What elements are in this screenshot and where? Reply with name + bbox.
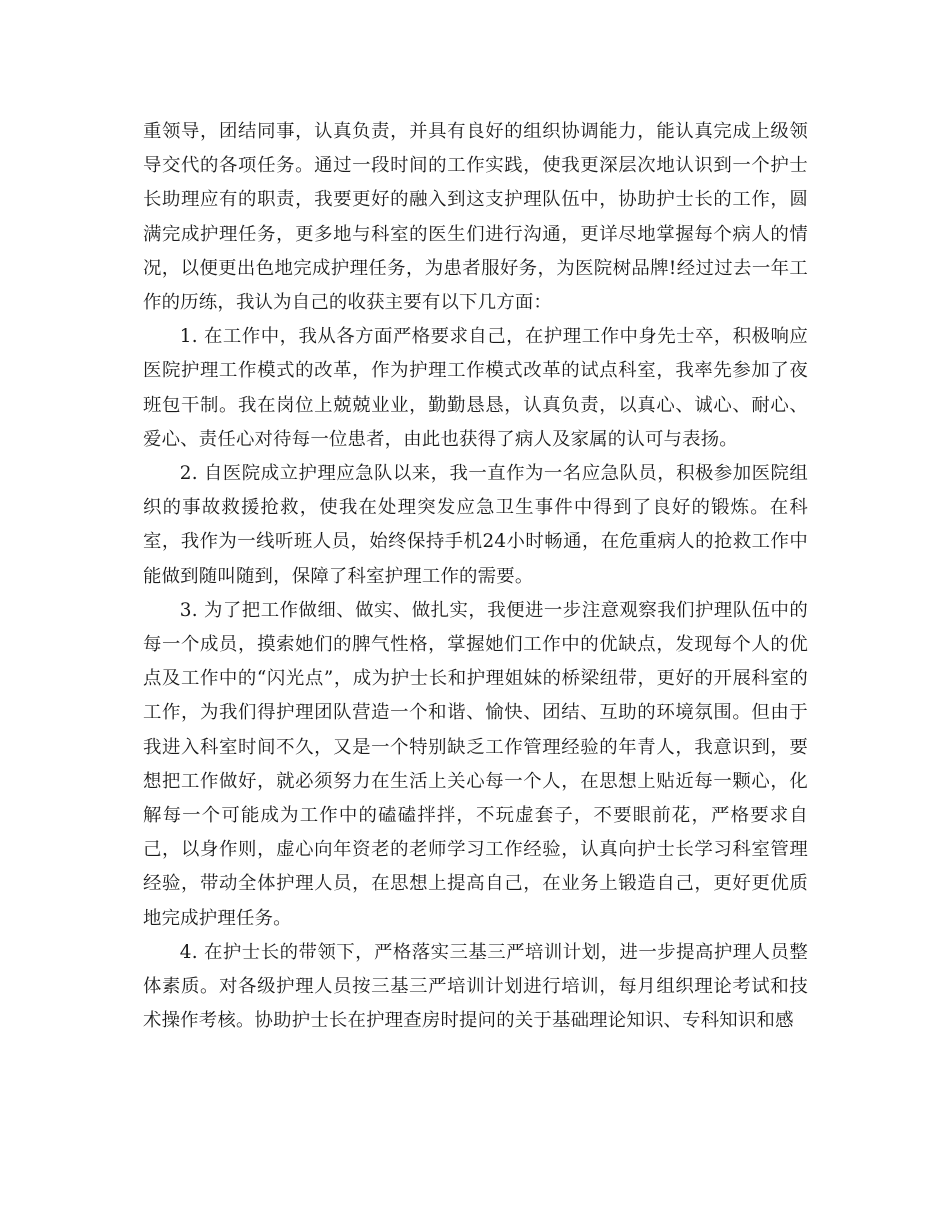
paragraph-intro [143, 115, 808, 320]
item-number: 3. [179, 599, 198, 621]
item-number: 2. [179, 463, 198, 485]
paragraph-item-2 [143, 457, 808, 594]
paragraph-text: 在护士长的带领下，严格落实三基三严培训计划，进一步提高护理人员整体素质。对各级护理人员按三基三严培训计划进行培训，每月组织理论考试和技术操作考核。协助护士长在护理查房时提问的关于基础理论知识、专科知识和感 [143, 941, 808, 1032]
document-body [143, 115, 808, 1038]
item-number: 1. [179, 326, 198, 348]
paragraph-text: 在工作中，我从各方面严格要求自己，在护理工作中身先士卒，积极响应医院护理工作模式的改革，作为护理工作模式改革的试点科室，我率先参加了夜班包干制。我在岗位上兢兢业业，勤勤恳恳，认真负责，以真心、诚心、耐心、爱心、责任心对待每一位患者，由此也获得了病人及家属的认可与表扬。 [143, 326, 808, 450]
paragraph-item-1 [143, 320, 808, 457]
paragraph-text: 自医院成立护理应急队以来，我一直作为一名应急队员，积极参加医院组织的事故救援抢救，使我在处理突发应急卫生事件中得到了良好的锻炼。在科室，我作为一线听班人员，始终保持手机24小时畅通，在危重病人的抢救工作中能做到随叫随到，保障了科室护理工作的需要。 [143, 463, 808, 587]
paragraph-text: 重领导，团结同事，认真负责，并具有良好的组织协调能力，能认真完成上级领导交代的各项任务。通过一段时间的工作实践，使我更深层次地认识到一个护士长助理应有的职责，我要更好的融入到这支护理队伍中，协助护士长的工作，圆满完成护理任务，更多地与科室的医生们进行沟通，更详尽地掌握每个病人的情况，以便更出色地完成护理任务，为患者服好务，为医院树品牌!经过过去一年工作的历练，我认为自己的收获主要有以下几方面： [143, 121, 808, 314]
paragraph-item-4 [143, 936, 808, 1039]
paragraph-text: 为了把工作做细、做实、做扎实，我便进一步注意观察我们护理队伍中的每一个成员，摸索她们的脾气性格，掌握她们工作中的优缺点，发现每个人的优点及工作中的“闪光点”，成为护士长和护理姐妹的桥梁纽带，更好的开展科室的工作，为我们得护理团队营造一个和谐、愉快、团结、互助的环境氛围。但由于我进入科室时间不久，又是一个特别缺乏工作管理经验的年青人，我意识到，要想把工作做好，就必须努力在生活上关心每一个人，在思想上贴近每一颗心，化解每一个可能成为工作中的磕磕拌拌，不玩虚套子，不要眼前花，严格要求自己，以身作则，虚心向年资老的老师学习工作经验，认真向护士长学习科室管理经验，带动全体护理人员，在思想上提高自己，在业务上锻造自己，更好更优质地完成护理任务。 [143, 599, 808, 929]
item-number: 4. [179, 941, 198, 963]
paragraph-item-3 [143, 594, 808, 936]
